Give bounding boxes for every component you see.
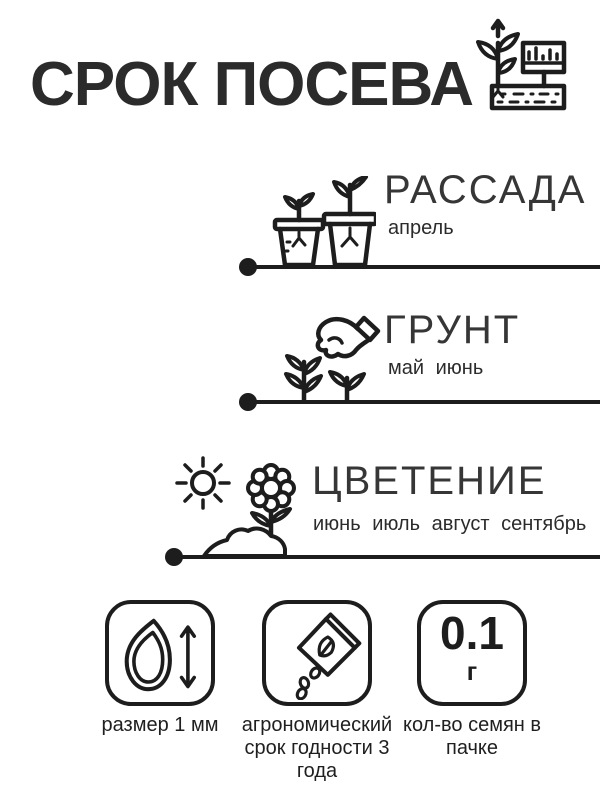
- sun-and-flower-icon: [170, 452, 310, 557]
- section-months-cvetenie: июнь июль август сентябрь: [313, 513, 587, 535]
- timeline-line: [248, 400, 600, 404]
- timeline-dot: [239, 393, 257, 411]
- timeline-line: [174, 555, 600, 559]
- section-months-grunt: май июнь: [388, 357, 484, 379]
- seed-count-label: кол-во семян в пачке: [403, 714, 541, 759]
- page-title: СРОК ПОСЕВА: [30, 50, 473, 119]
- shelf-life-card: [262, 600, 372, 706]
- timeline-line: [248, 265, 600, 269]
- seed-weight-unit: г: [466, 658, 478, 686]
- timeline-dot: [239, 258, 257, 276]
- seedling-pots-icon: [270, 176, 376, 267]
- timeline-dot: [165, 548, 183, 566]
- seed-weight-card: [417, 600, 527, 706]
- section-title-cvetenie: ЦВЕТЕНИЕ: [312, 459, 547, 503]
- seed-with-size-arrow-icon: [115, 610, 205, 700]
- section-title-grunt: ГРУНТ: [384, 308, 521, 352]
- seed-size-card: [105, 600, 215, 706]
- section-months-rassada: апрель: [388, 217, 454, 239]
- seed-size-label: размер 1 мм: [101, 714, 219, 736]
- hand-sowing-seeds-icon: [280, 312, 386, 402]
- plant-growth-chart-icon: [468, 16, 568, 116]
- seed-weight-value: 0.1: [440, 607, 504, 659]
- seed-packet-pouring-icon: [272, 610, 362, 700]
- section-title-rassada: РАССАДА: [384, 168, 587, 212]
- shelf-life-label: агрономический срок годности 3 года: [241, 714, 393, 782]
